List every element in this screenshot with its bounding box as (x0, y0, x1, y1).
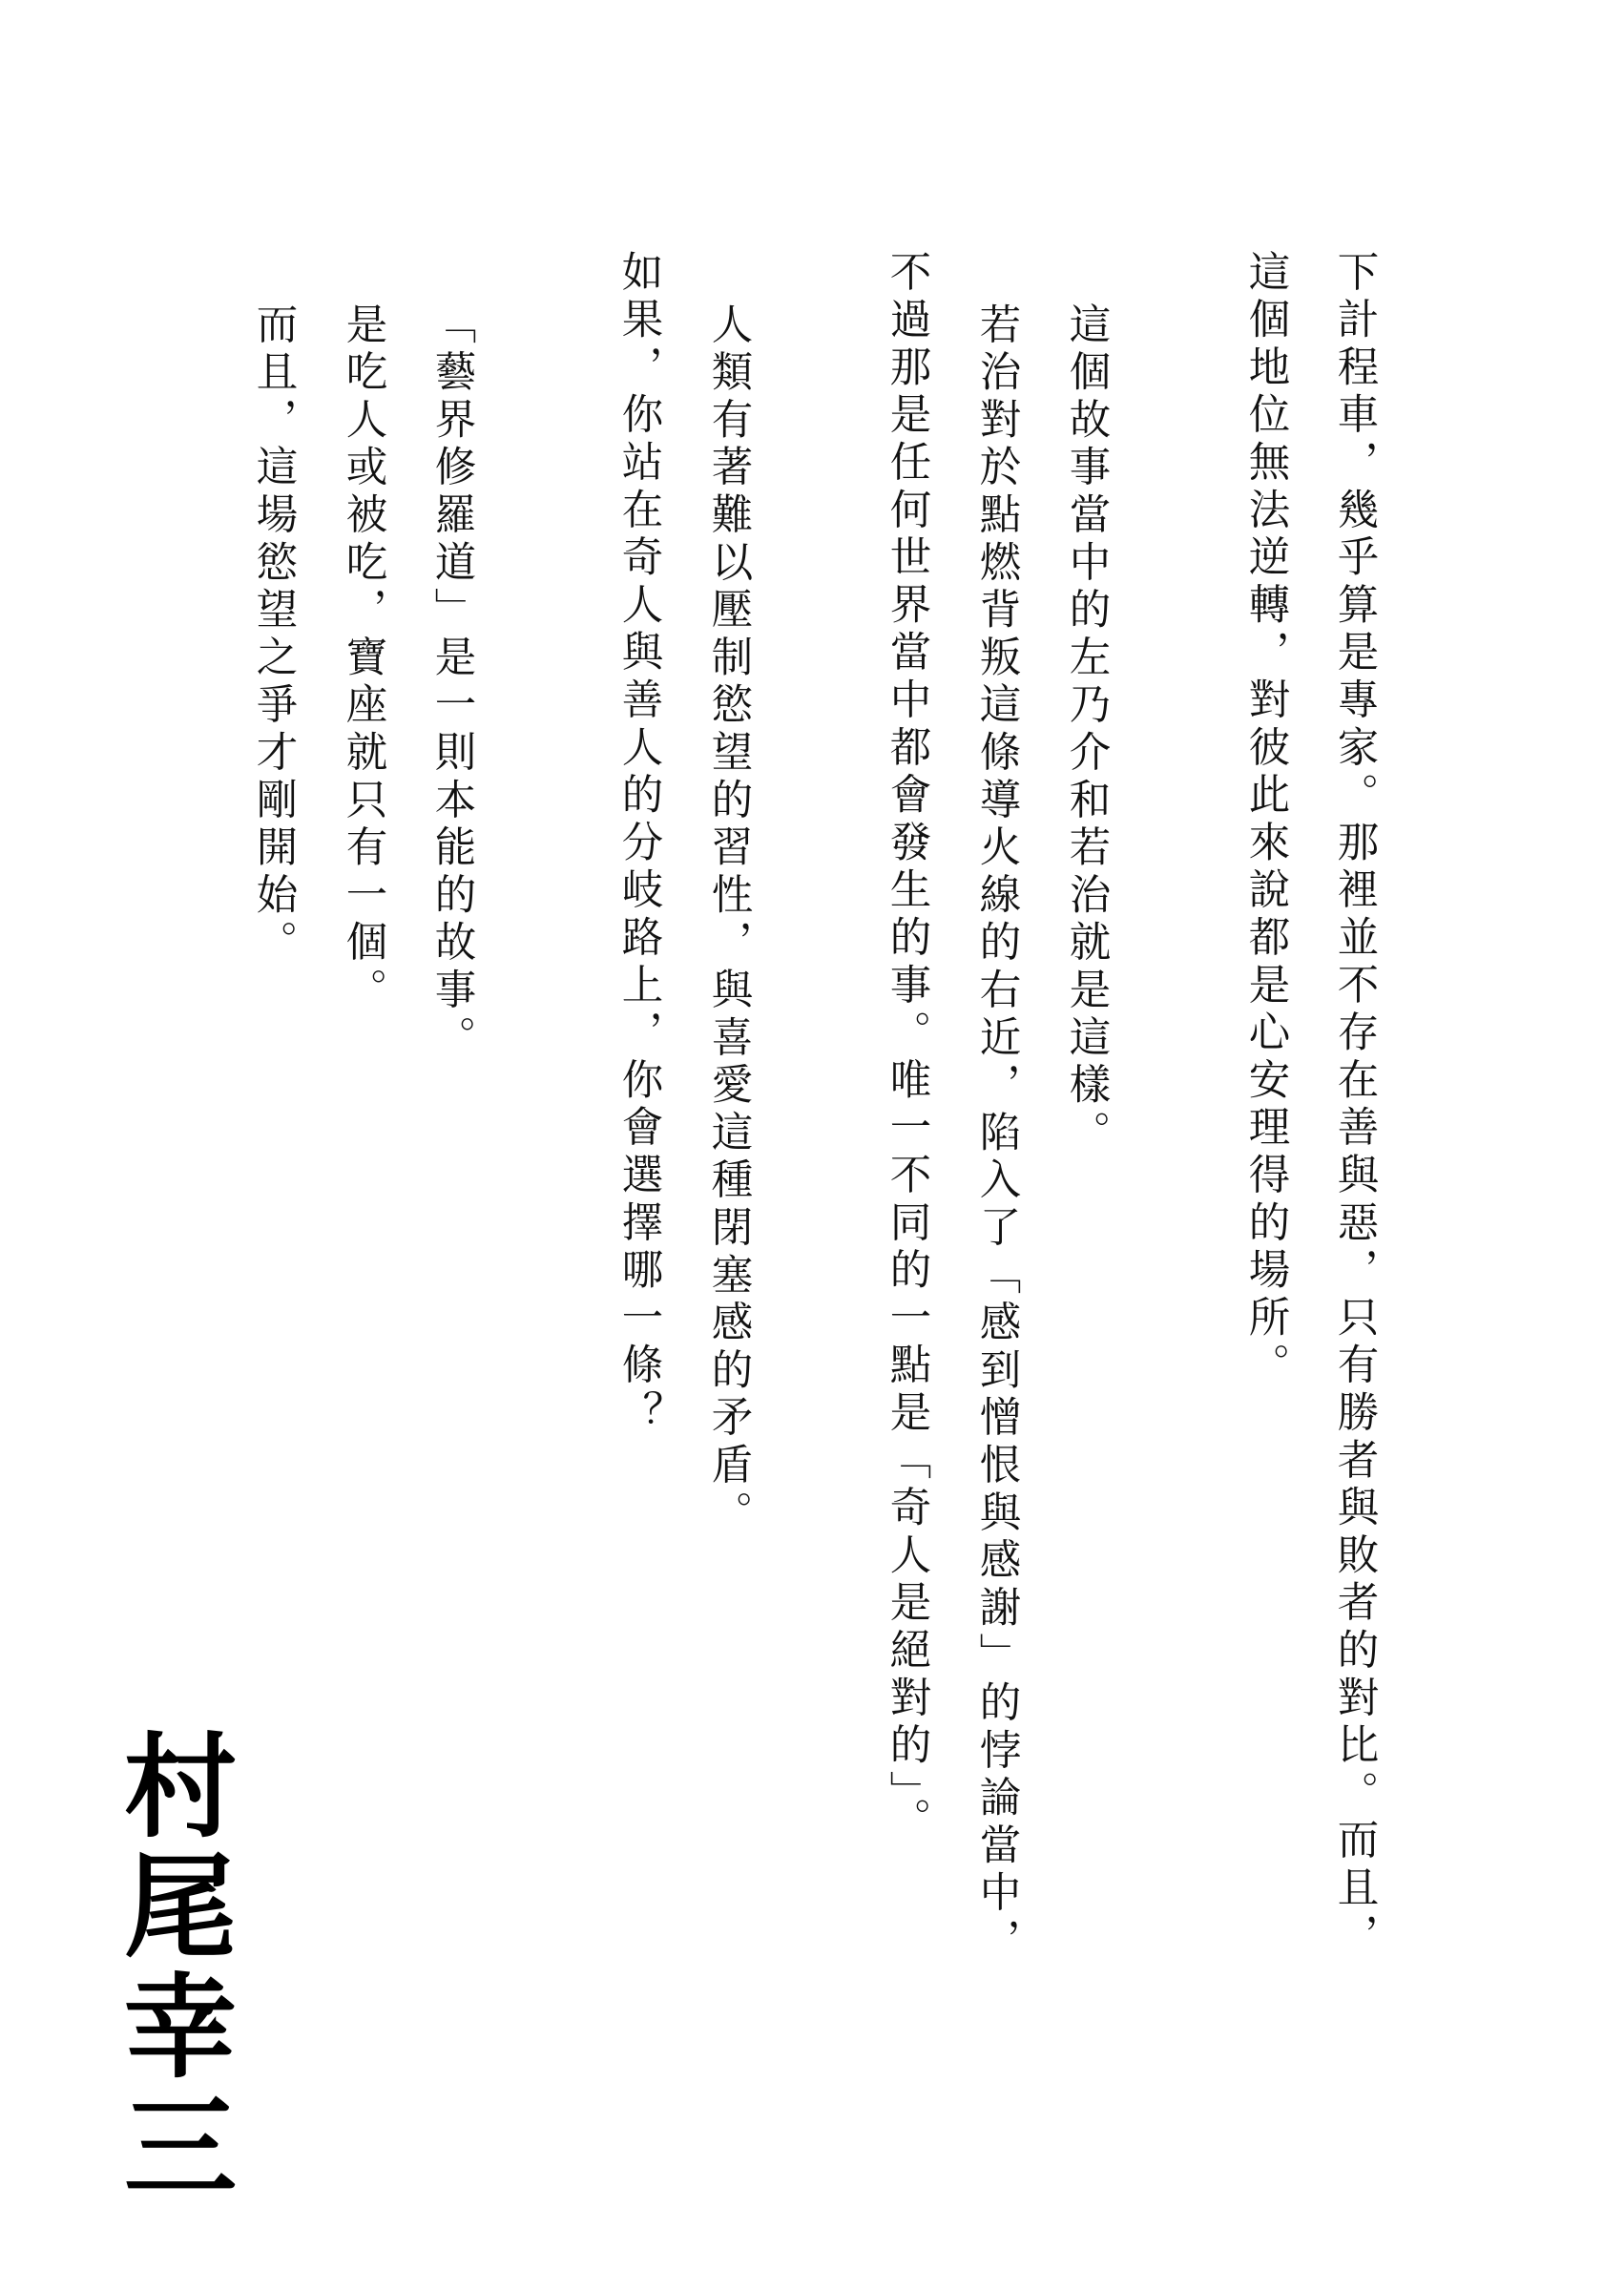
text-column-2: 這個地位無法逆轉，對彼此來說都是心安理得的場所。 (1241, 250, 1290, 1391)
text-column-8: 「藝界修羅道」是一則本能的故事。 (427, 302, 476, 1063)
text-column-3: 這個故事當中的左乃介和若治就是這樣。 (1062, 302, 1111, 1158)
text-column-9: 是吃人或被吃，寶座就只有一個。 (339, 302, 387, 1015)
text-column-1: 下計程車，幾乎算是專家。那裡並不存在善與惡，只有勝者與敗者的對比。而且， (1330, 250, 1379, 1961)
text-column-6: 人類有著難以壓制慾望的習性，與喜愛這種閉塞感的矛盾。 (704, 302, 753, 1538)
text-column-5: 不過那是任何世界當中都會發生的事。唯一不同的一點是「奇人是絕對的」。 (883, 250, 931, 1845)
author-signature: 村尾幸三 (105, 1727, 237, 2208)
text-column-4: 若治對於點燃背叛這條導火線的右近，陷入了「感到憎恨與感謝」的悖論當中， (972, 302, 1021, 1966)
text-column-10: 而且，這場慾望之爭才剛開始。 (249, 302, 298, 968)
text-column-7: 如果，你站在奇人與善人的分岐路上，你會選擇哪一條？ (614, 250, 663, 1438)
